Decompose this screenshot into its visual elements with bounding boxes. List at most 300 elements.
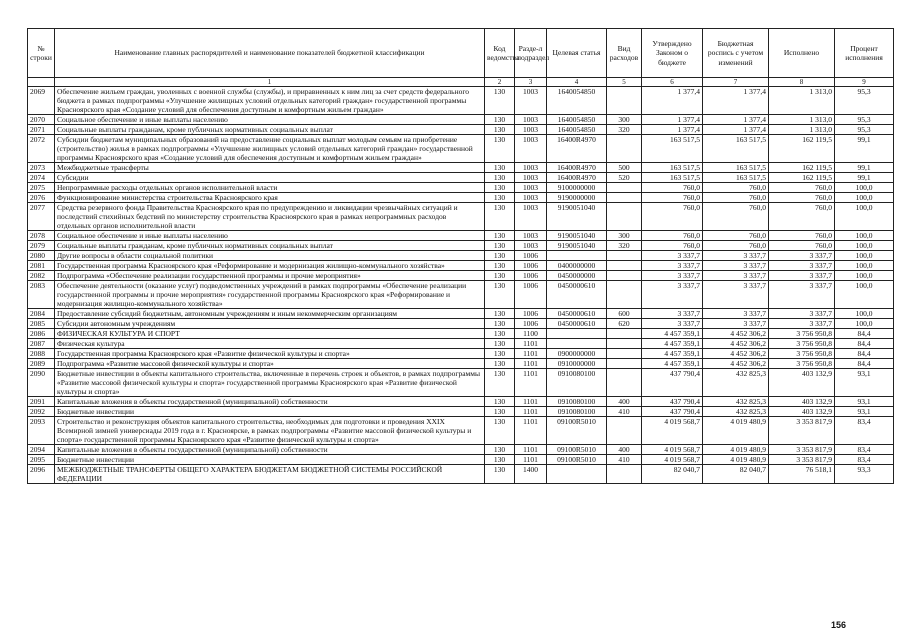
row-number: 2084 (28, 309, 55, 319)
row-razdel-code: 1100 (515, 329, 547, 339)
row-vid-code: 410 (607, 455, 642, 465)
row-budget-list: 760,0 (703, 203, 769, 231)
row-name: Капитальные вложения в объекты государственной (муниципальной) собственности (55, 445, 485, 455)
row-approved: 4 457 359,1 (642, 359, 703, 369)
row-name: Обеспечение жильем граждан, уволенных с военной службы (службы), и приравненных к ним лиц за счет средств федерального бюджета в рамках подпрограммы «Улучшение жилищных условий отдельных категорий граждан» государственной программы Красноярского края «Создание условий для обеспечения доступным и комфортным жильем граждан» (55, 87, 485, 115)
table-row (28, 261, 894, 271)
row-name: Межбюджетные трансферты (55, 163, 485, 173)
row-budget-list: 432 825,3 (703, 397, 769, 407)
row-name: Функционирование министерства строительства Красноярского края (55, 193, 485, 203)
row-percent: 100,0 (835, 183, 894, 193)
header-ved: Код ведомства (485, 29, 515, 78)
row-vid-code (607, 193, 642, 203)
header-name: Наименование главных распорядителей и наименование показателей бюджетной классификации (55, 29, 485, 78)
row-number: 2089 (28, 359, 55, 369)
row-approved: 760,0 (642, 203, 703, 231)
row-vid-code: 400 (607, 397, 642, 407)
row-name: Субсидии бюджетам муниципальных образований на предоставление социальных выплат молодым семьям на приобретение (строительство) жилья в рамках подпрограммы «Улучшение жилищных условий отдельных категорий граждан» государственной программы Красноярского края «Создание условий для обеспечения доступным и комфортным жильем граждан» (55, 135, 485, 163)
row-executed: 1 313,0 (769, 87, 835, 115)
row-vid-code (607, 261, 642, 271)
row-approved: 760,0 (642, 241, 703, 251)
row-razdel-code: 1101 (515, 455, 547, 465)
row-percent: 100,0 (835, 231, 894, 241)
row-target-code: 0900000000 (547, 349, 607, 359)
row-target-code (547, 251, 607, 261)
row-razdel-code: 1006 (515, 281, 547, 309)
row-razdel-code: 1003 (515, 193, 547, 203)
row-razdel-code: 1003 (515, 203, 547, 231)
col-number (28, 78, 55, 87)
header-target: Целевая статья (547, 29, 607, 78)
col-number: 3 (515, 78, 547, 87)
header-razdel: Разде-л подраздел (515, 29, 547, 78)
row-target-code: 0910080100 (547, 397, 607, 407)
row-name: Средства резервного фонда Правительства Красноярского края по предупреждению и ликвидации чрезвычайных ситуаций и последствий стихийных бедствий по министерству строительства Красноярского края в рамках непрограммных расходов отдельных органов исполнительной власти (55, 203, 485, 231)
row-approved: 760,0 (642, 183, 703, 193)
row-razdel-code: 1003 (515, 163, 547, 173)
row-vid-code: 300 (607, 115, 642, 125)
row-percent: 84,4 (835, 359, 894, 369)
row-approved: 3 337,7 (642, 281, 703, 309)
header-numbers-row (28, 78, 894, 87)
row-number: 2070 (28, 115, 55, 125)
row-ved-code: 130 (485, 359, 515, 369)
row-percent: 95,3 (835, 125, 894, 135)
row-approved: 1 377,4 (642, 125, 703, 135)
row-executed: 3 353 817,9 (769, 445, 835, 455)
row-executed: 3 756 950,8 (769, 359, 835, 369)
row-approved: 1 377,4 (642, 115, 703, 125)
row-target-code: 09100R5010 (547, 417, 607, 445)
row-percent: 99,1 (835, 135, 894, 163)
row-target-code (547, 465, 607, 484)
row-number: 2087 (28, 339, 55, 349)
row-percent: 84,4 (835, 329, 894, 339)
row-razdel-code: 1003 (515, 241, 547, 251)
table-row (28, 163, 894, 173)
row-number: 2076 (28, 193, 55, 203)
row-approved: 437 790,4 (642, 407, 703, 417)
row-ved-code: 130 (485, 349, 515, 359)
row-name: Обеспечение деятельности (оказание услуг) подведомственных учреждений в рамках подпрограммы «Обеспечение реализации государственной программы и прочие мероприятия» государственной программы Красноярского края «Реформирование и модернизация жилищно-коммунального хозяйства» (55, 281, 485, 309)
col-number: 2 (485, 78, 515, 87)
row-vid-code (607, 281, 642, 309)
row-number: 2077 (28, 203, 55, 231)
row-approved: 437 790,4 (642, 369, 703, 397)
row-budget-list: 1 377,4 (703, 87, 769, 115)
row-target-code: 9190051040 (547, 241, 607, 251)
row-target-code: 16400R4970 (547, 163, 607, 173)
row-name: Подпрограмма «Обеспечение реализации государственной программы и прочие мероприятия» (55, 271, 485, 281)
row-vid-code: 520 (607, 173, 642, 183)
row-budget-list: 3 337,7 (703, 271, 769, 281)
row-executed: 760,0 (769, 183, 835, 193)
row-percent: 100,0 (835, 251, 894, 261)
col-number: 4 (547, 78, 607, 87)
row-target-code: 0450000610 (547, 319, 607, 329)
row-executed: 760,0 (769, 203, 835, 231)
row-name: Субсидии (55, 173, 485, 183)
row-target-code: 1640054850 (547, 115, 607, 125)
row-ved-code: 130 (485, 193, 515, 203)
table-row (28, 135, 894, 163)
row-target-code: 1640054850 (547, 125, 607, 135)
row-budget-list: 3 337,7 (703, 281, 769, 309)
row-percent: 93,1 (835, 397, 894, 407)
row-executed: 3 353 817,9 (769, 417, 835, 445)
row-razdel-code: 1101 (515, 407, 547, 417)
row-number: 2079 (28, 241, 55, 251)
row-vid-code (607, 183, 642, 193)
row-number: 2075 (28, 183, 55, 193)
row-number: 2081 (28, 261, 55, 271)
header-budget-list: Бюджетная роспись с учетом изменений (703, 29, 769, 78)
row-name: ФИЗИЧЕСКАЯ КУЛЬТУРА И СПОРТ (55, 329, 485, 339)
row-name: Непрограммные расходы отдельных органов исполнительной власти (55, 183, 485, 193)
row-ved-code: 130 (485, 183, 515, 193)
row-razdel-code: 1003 (515, 125, 547, 135)
row-razdel-code: 1101 (515, 349, 547, 359)
table-row (28, 241, 894, 251)
row-ved-code: 130 (485, 173, 515, 183)
row-executed: 3 337,7 (769, 281, 835, 309)
row-target-code: 0910080100 (547, 407, 607, 417)
row-vid-code (607, 87, 642, 115)
row-budget-list: 760,0 (703, 193, 769, 203)
row-executed: 3 337,7 (769, 319, 835, 329)
row-approved: 163 517,5 (642, 163, 703, 173)
row-razdel-code: 1101 (515, 397, 547, 407)
table-row (28, 281, 894, 309)
row-budget-list: 3 337,7 (703, 261, 769, 271)
row-target-code (547, 339, 607, 349)
row-vid-code: 620 (607, 319, 642, 329)
budget-table (27, 28, 894, 484)
row-budget-list: 4 452 306,2 (703, 359, 769, 369)
row-percent: 83,4 (835, 455, 894, 465)
row-number: 2095 (28, 455, 55, 465)
table-row (28, 397, 894, 407)
table-row (28, 173, 894, 183)
row-percent: 99,1 (835, 163, 894, 173)
row-target-code: 9100000000 (547, 183, 607, 193)
row-percent: 93,1 (835, 369, 894, 397)
row-razdel-code: 1400 (515, 465, 547, 484)
table-row (28, 369, 894, 397)
table-row (28, 309, 894, 319)
row-number: 2072 (28, 135, 55, 163)
header-vid: Вид расходов (607, 29, 642, 78)
row-target-code: 9190000000 (547, 193, 607, 203)
row-number: 2083 (28, 281, 55, 309)
row-ved-code: 130 (485, 281, 515, 309)
row-percent: 93,3 (835, 465, 894, 484)
row-name: Государственная программа Красноярского края «Реформирование и модернизация жилищно-коммунального хозяйства» (55, 261, 485, 271)
row-razdel-code: 1101 (515, 369, 547, 397)
table-row (28, 87, 894, 115)
table-row (28, 183, 894, 193)
row-budget-list: 760,0 (703, 241, 769, 251)
row-percent: 100,0 (835, 281, 894, 309)
row-approved: 4 457 359,1 (642, 329, 703, 339)
row-vid-code (607, 369, 642, 397)
row-percent: 100,0 (835, 319, 894, 329)
row-ved-code: 130 (485, 455, 515, 465)
row-ved-code: 130 (485, 125, 515, 135)
row-vid-code: 500 (607, 163, 642, 173)
row-executed: 3 756 950,8 (769, 349, 835, 359)
row-ved-code: 130 (485, 163, 515, 173)
row-budget-list: 163 517,5 (703, 163, 769, 173)
row-budget-list: 163 517,5 (703, 173, 769, 183)
row-percent: 100,0 (835, 193, 894, 203)
row-ved-code: 130 (485, 417, 515, 445)
row-ved-code: 130 (485, 115, 515, 125)
row-razdel-code: 1006 (515, 251, 547, 261)
row-number: 2071 (28, 125, 55, 135)
row-razdel-code: 1003 (515, 87, 547, 115)
row-vid-code (607, 329, 642, 339)
row-razdel-code: 1006 (515, 261, 547, 271)
row-executed: 1 313,0 (769, 125, 835, 135)
row-approved: 3 337,7 (642, 261, 703, 271)
row-percent: 99,1 (835, 173, 894, 183)
row-number: 2078 (28, 231, 55, 241)
row-budget-list: 4 019 480,9 (703, 455, 769, 465)
row-ved-code: 130 (485, 397, 515, 407)
row-number: 2093 (28, 417, 55, 445)
row-target-code: 0450000610 (547, 309, 607, 319)
row-budget-list: 3 337,7 (703, 251, 769, 261)
row-percent: 95,3 (835, 87, 894, 115)
row-approved: 3 337,7 (642, 319, 703, 329)
row-ved-code: 130 (485, 241, 515, 251)
row-ved-code: 130 (485, 329, 515, 339)
row-percent: 100,0 (835, 203, 894, 231)
row-executed: 403 132,9 (769, 397, 835, 407)
row-razdel-code: 1101 (515, 359, 547, 369)
col-number: 1 (55, 78, 485, 87)
table-row (28, 417, 894, 445)
row-budget-list: 432 825,3 (703, 407, 769, 417)
row-vid-code (607, 271, 642, 281)
row-executed: 3 353 817,9 (769, 455, 835, 465)
row-executed: 3 337,7 (769, 261, 835, 271)
row-ved-code: 130 (485, 407, 515, 417)
row-approved: 163 517,5 (642, 173, 703, 183)
header-num: № строки (28, 29, 55, 78)
row-approved: 4 019 568,7 (642, 455, 703, 465)
row-target-code: 0910080100 (547, 369, 607, 397)
table-row (28, 251, 894, 261)
row-budget-list: 760,0 (703, 183, 769, 193)
row-approved: 163 517,5 (642, 135, 703, 163)
row-budget-list: 163 517,5 (703, 135, 769, 163)
table-row (28, 319, 894, 329)
table-row (28, 455, 894, 465)
row-number: 2088 (28, 349, 55, 359)
row-name: Государственная программа Красноярского края «Развитие физической культуры и спорта» (55, 349, 485, 359)
row-vid-code (607, 417, 642, 445)
table-row (28, 359, 894, 369)
row-ved-code: 130 (485, 87, 515, 115)
row-razdel-code: 1101 (515, 417, 547, 445)
row-approved: 3 337,7 (642, 271, 703, 281)
row-budget-list: 4 019 480,9 (703, 445, 769, 455)
row-vid-code (607, 203, 642, 231)
row-name: Социальные выплаты гражданам, кроме публичных нормативных социальных выплат (55, 241, 485, 251)
row-percent: 100,0 (835, 271, 894, 281)
row-approved: 82 040,7 (642, 465, 703, 484)
row-approved: 3 337,7 (642, 251, 703, 261)
row-number: 2080 (28, 251, 55, 261)
table-row (28, 339, 894, 349)
row-target-code: 09100R5010 (547, 445, 607, 455)
table-row (28, 203, 894, 231)
row-name: Капитальные вложения в объекты государственной (муниципальной) собственности (55, 397, 485, 407)
row-ved-code: 130 (485, 445, 515, 455)
row-approved: 4 019 568,7 (642, 417, 703, 445)
row-approved: 760,0 (642, 231, 703, 241)
row-executed: 3 756 950,8 (769, 329, 835, 339)
row-executed: 3 337,7 (769, 309, 835, 319)
row-ved-code: 130 (485, 261, 515, 271)
row-target-code: 0400000000 (547, 261, 607, 271)
header-row (28, 29, 894, 78)
table-row (28, 231, 894, 241)
header-approved: Утверждено Законом о бюджете (642, 29, 703, 78)
row-razdel-code: 1101 (515, 339, 547, 349)
row-name: Подпрограмма «Развитие массовой физической культуры и спорта» (55, 359, 485, 369)
page-number: 156 (831, 620, 847, 630)
row-razdel-code: 1003 (515, 115, 547, 125)
table-row (28, 445, 894, 455)
row-executed: 162 119,5 (769, 135, 835, 163)
row-name: Бюджетные инвестиции (55, 455, 485, 465)
row-razdel-code: 1003 (515, 135, 547, 163)
row-razdel-code: 1101 (515, 445, 547, 455)
row-budget-list: 432 825,3 (703, 369, 769, 397)
row-vid-code (607, 465, 642, 484)
row-name: Социальное обеспечение и иные выплаты населению (55, 115, 485, 125)
table-row (28, 193, 894, 203)
table-row (28, 329, 894, 339)
table-row (28, 271, 894, 281)
row-ved-code: 130 (485, 339, 515, 349)
row-target-code: 09100R5010 (547, 455, 607, 465)
row-executed: 1 313,0 (769, 115, 835, 125)
row-vid-code (607, 135, 642, 163)
row-name: МЕЖБЮДЖЕТНЫЕ ТРАНСФЕРТЫ ОБЩЕГО ХАРАКТЕРА БЮДЖЕТАМ БЮДЖЕТНОЙ СИСТЕМЫ РОССИЙСКОЙ ФЕДЕРАЦИИ (55, 465, 485, 484)
row-percent: 100,0 (835, 241, 894, 251)
row-razdel-code: 1003 (515, 183, 547, 193)
row-percent: 100,0 (835, 261, 894, 271)
header-percent: Процент исполнения (835, 29, 894, 78)
row-vid-code (607, 359, 642, 369)
row-number: 2069 (28, 87, 55, 115)
row-executed: 162 119,5 (769, 163, 835, 173)
row-executed: 3 756 950,8 (769, 339, 835, 349)
row-target-code: 0910000000 (547, 359, 607, 369)
row-target-code: 1640054850 (547, 87, 607, 115)
row-name: Бюджетные инвестиции (55, 407, 485, 417)
row-budget-list: 1 377,4 (703, 125, 769, 135)
row-number: 2082 (28, 271, 55, 281)
row-executed: 403 132,9 (769, 369, 835, 397)
row-approved: 4 457 359,1 (642, 349, 703, 359)
row-approved: 437 790,4 (642, 397, 703, 407)
row-number: 2092 (28, 407, 55, 417)
row-budget-list: 4 019 480,9 (703, 417, 769, 445)
row-number: 2096 (28, 465, 55, 484)
row-budget-list: 4 452 306,2 (703, 349, 769, 359)
table-row (28, 407, 894, 417)
row-number: 2091 (28, 397, 55, 407)
table-row (28, 125, 894, 135)
row-ved-code: 130 (485, 203, 515, 231)
row-percent: 83,4 (835, 445, 894, 455)
row-approved: 3 337,7 (642, 309, 703, 319)
table-row (28, 465, 894, 484)
row-ved-code: 130 (485, 319, 515, 329)
row-ved-code: 130 (485, 271, 515, 281)
row-number: 2073 (28, 163, 55, 173)
row-ved-code: 130 (485, 135, 515, 163)
row-number: 2085 (28, 319, 55, 329)
row-target-code: 16400R4970 (547, 173, 607, 183)
row-executed: 760,0 (769, 193, 835, 203)
row-vid-code: 300 (607, 231, 642, 241)
row-percent: 95,3 (835, 115, 894, 125)
row-number: 2086 (28, 329, 55, 339)
col-number: 7 (703, 78, 769, 87)
row-executed: 403 132,9 (769, 407, 835, 417)
row-ved-code: 130 (485, 465, 515, 484)
header-executed: Исполнено (769, 29, 835, 78)
row-executed: 76 518,1 (769, 465, 835, 484)
row-percent: 83,4 (835, 417, 894, 445)
row-name: Другие вопросы в области социальной политики (55, 251, 485, 261)
row-percent: 93,1 (835, 407, 894, 417)
row-razdel-code: 1006 (515, 319, 547, 329)
row-budget-list: 3 337,7 (703, 319, 769, 329)
table-body (28, 87, 894, 484)
row-name: Социальные выплаты гражданам, кроме публичных нормативных социальных выплат (55, 125, 485, 135)
row-ved-code: 130 (485, 251, 515, 261)
row-executed: 162 119,5 (769, 173, 835, 183)
table-row (28, 349, 894, 359)
row-budget-list: 82 040,7 (703, 465, 769, 484)
row-approved: 1 377,4 (642, 87, 703, 115)
row-budget-list: 1 377,4 (703, 115, 769, 125)
row-executed: 760,0 (769, 231, 835, 241)
row-vid-code: 410 (607, 407, 642, 417)
row-target-code: 9190051040 (547, 231, 607, 241)
row-target-code (547, 329, 607, 339)
row-razdel-code: 1003 (515, 231, 547, 241)
row-vid-code (607, 251, 642, 261)
row-vid-code: 600 (607, 309, 642, 319)
row-budget-list: 4 452 306,2 (703, 339, 769, 349)
row-ved-code: 130 (485, 309, 515, 319)
row-target-code: 16400R4970 (547, 135, 607, 163)
row-approved: 4 019 568,7 (642, 445, 703, 455)
row-vid-code: 400 (607, 445, 642, 455)
row-approved: 760,0 (642, 193, 703, 203)
row-razdel-code: 1006 (515, 309, 547, 319)
row-name: Предоставление субсидий бюджетным, автономным учреждениям и иным некоммерческим организациям (55, 309, 485, 319)
row-executed: 3 337,7 (769, 251, 835, 261)
